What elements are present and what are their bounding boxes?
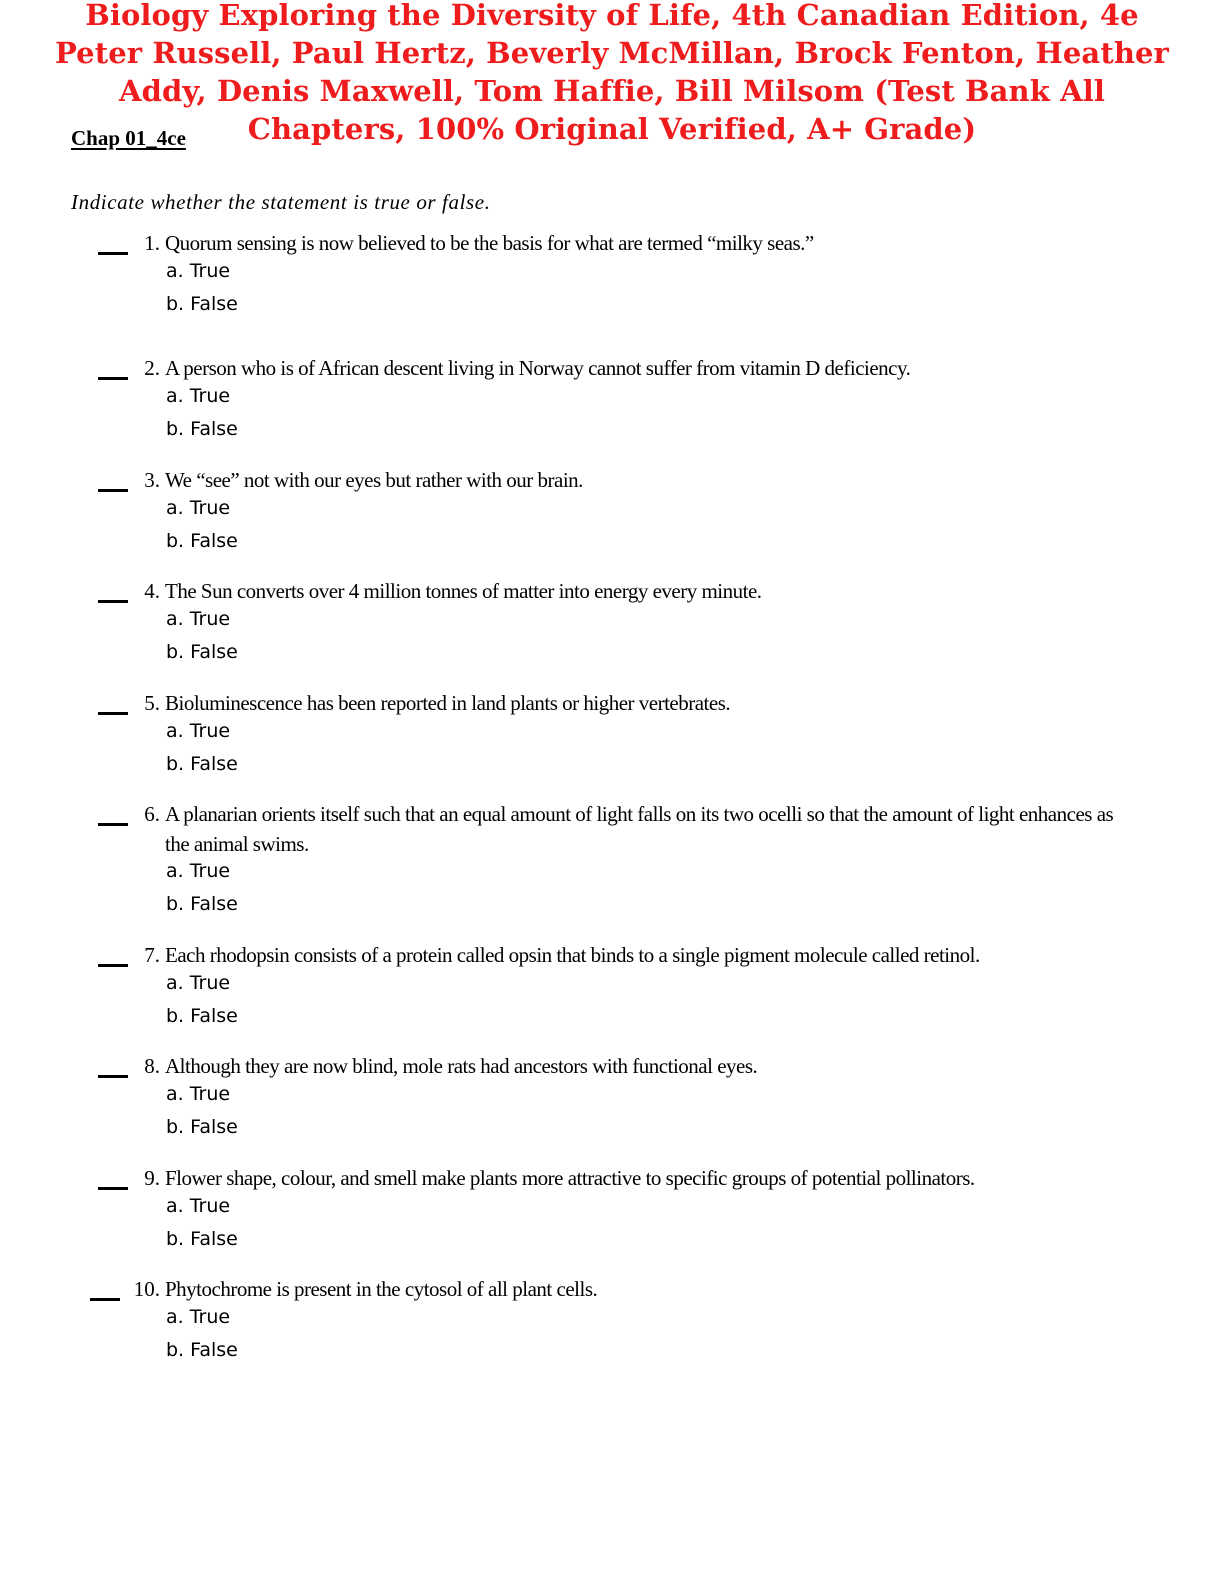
option-true[interactable]: a. True: [166, 1306, 231, 1328]
option-false[interactable]: b. False: [166, 753, 238, 775]
question-text: Each rhodopsin consists of a protein called opsin that binds to a single pigment molecule called retinol.: [165, 943, 980, 967]
option-false[interactable]: b. False: [166, 293, 238, 315]
option-false[interactable]: b. False: [166, 1116, 238, 1138]
question-number: 8.: [144, 1054, 160, 1078]
question-number: 6.: [144, 802, 160, 826]
question-text: Although they are now blind, mole rats had ancestors with functional eyes.: [165, 1054, 758, 1078]
question-number: 2.: [144, 356, 160, 380]
question-number: 9.: [144, 1166, 160, 1190]
question-text: Bioluminescence has been reported in land plants or higher vertebrates.: [165, 691, 731, 715]
option-false[interactable]: b. False: [166, 418, 238, 440]
option-true[interactable]: a. True: [166, 1195, 231, 1217]
option-false[interactable]: b. False: [166, 1228, 238, 1250]
question-text: Phytochrome is present in the cytosol of all plant cells.: [165, 1277, 598, 1301]
chapter-label: Chap 01_4ce: [71, 126, 186, 150]
option-true[interactable]: a. True: [166, 497, 231, 519]
question-number: 10.: [133, 1277, 160, 1301]
instructions: Indicate whether the statement is true or false.: [71, 190, 491, 214]
option-false[interactable]: b. False: [166, 641, 238, 663]
option-true[interactable]: a. True: [166, 385, 231, 407]
question-text: Flower shape, colour, and smell make plants more attractive to specific groups of potential pollinators.: [165, 1166, 975, 1190]
question-number: 4.: [144, 579, 160, 603]
option-true[interactable]: a. True: [166, 260, 231, 282]
question-text: We “see” not with our eyes but rather with our brain.: [165, 468, 583, 492]
option-false[interactable]: b. False: [166, 530, 238, 552]
option-true[interactable]: a. True: [166, 1083, 231, 1105]
option-false[interactable]: b. False: [166, 1339, 238, 1361]
question-text: A person who is of African descent living in Norway cannot suffer from vitamin D deficiency.: [165, 356, 911, 380]
question-number: 3.: [144, 468, 160, 492]
question-number: 1.: [144, 231, 160, 255]
question-text: A planarian orients itself such that an equal amount of light falls on its two ocelli so that the amount of light enhances as the animal swims.: [165, 802, 1114, 856]
option-true[interactable]: a. True: [166, 972, 231, 994]
option-true[interactable]: a. True: [166, 720, 231, 742]
question-number: 5.: [144, 691, 160, 715]
option-false[interactable]: b. False: [166, 1005, 238, 1027]
document-title: Biology Exploring the Diversity of Life, 4th Canadian Edition, 4e Peter Russell, Paul Hertz, Beverly McMillan, Brock Fenton, Heather Addy, Denis Maxwell, Tom Haffie, Bill Milsom (Test Bank All Chapters, 100% Original Verified, A+ Grade): [55, 0, 1169, 146]
question-number: 7.: [144, 943, 160, 967]
option-true[interactable]: a. True: [166, 608, 231, 630]
question-text: Quorum sensing is now believed to be the basis for what are termed “milky seas.”: [165, 231, 814, 255]
question-text: The Sun converts over 4 million tonnes of matter into energy every minute.: [165, 579, 762, 603]
option-true[interactable]: a. True: [166, 860, 231, 882]
option-false[interactable]: b. False: [166, 893, 238, 915]
